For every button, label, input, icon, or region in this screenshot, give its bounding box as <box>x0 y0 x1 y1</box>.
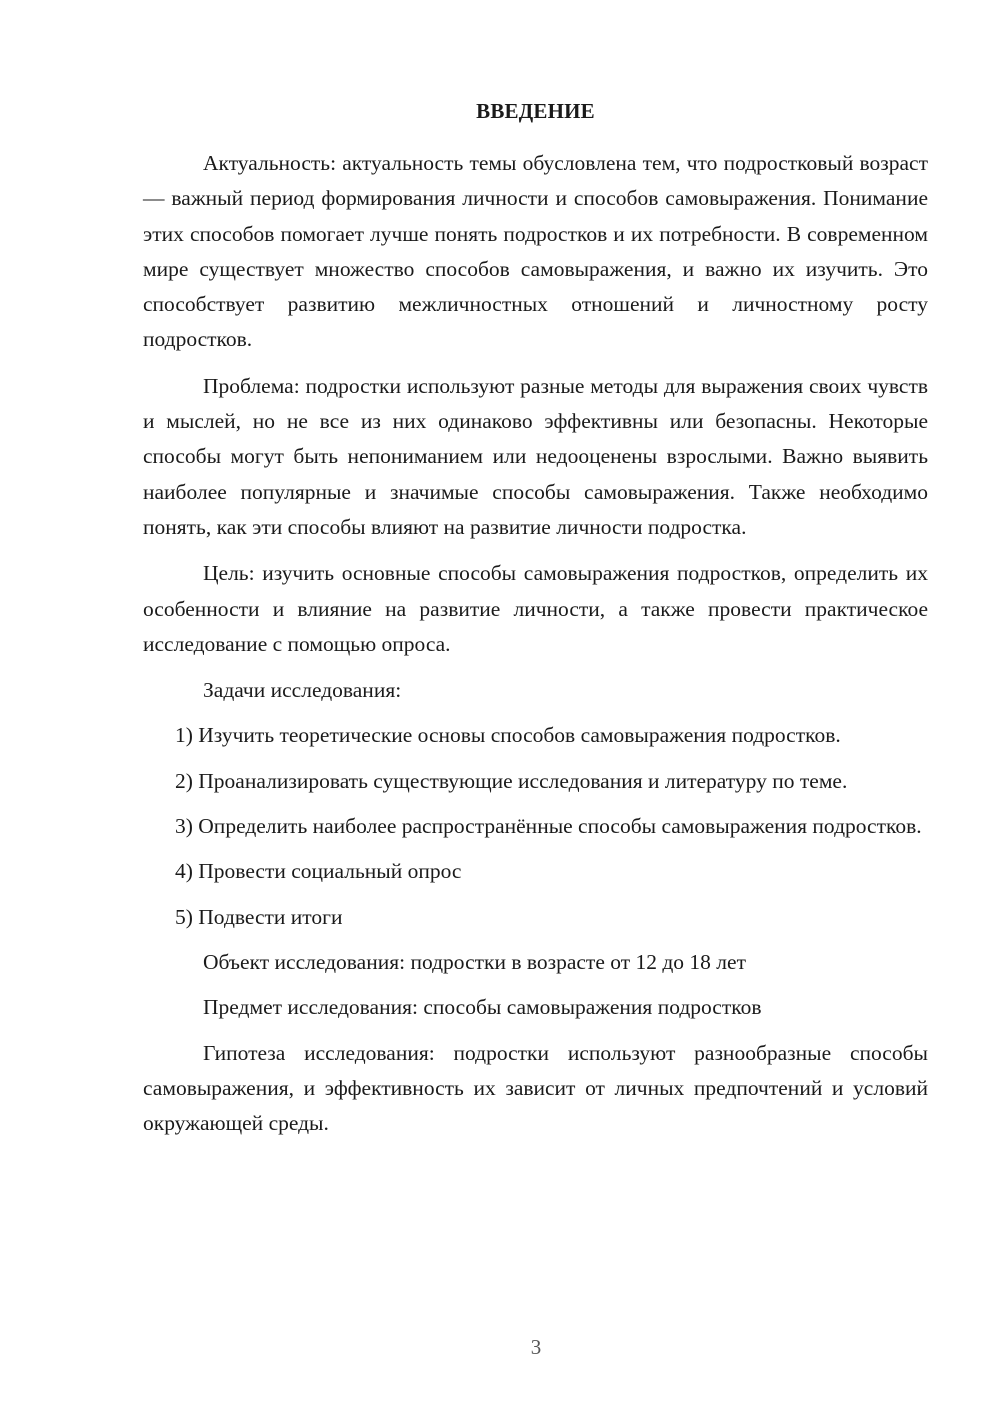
paragraph-subject: Предмет исследования: способы самовыражения подростков <box>203 995 762 1020</box>
tasks-heading: Задачи исследования: <box>203 678 402 703</box>
task-item-5: 5) Подвести итоги <box>175 904 343 929</box>
paragraph-object: Объект исследования: подростки в возрасте от 12 до 18 лет <box>203 949 746 974</box>
task-item-2: 2) Проанализировать существующие исследования и литературу по теме. <box>175 768 848 793</box>
paragraph-relevance: Актуальность: актуальность темы обусловлена тем, что подростковый возраст — важный период формирования личности и способов самовыражения. Понимание этих способов помогает лучше понять подростков и их потребности. В современном мире существует множество способов самовыражения, и важно их изучить. Это способствует развитию межличностных отношений и личностному росту подростков. <box>143 151 928 352</box>
document-page <box>143 96 928 1152</box>
task-item-3: 3) Определить наиболее распространённые способы самовыражения подростков. <box>175 814 922 839</box>
paragraph-hypothesis: Гипотеза исследования: подростки используют разнообразные способы самовыражения, и эффективность их зависит от личных предпочтений и условий окружающей среды. <box>143 1040 928 1136</box>
paragraph-problem: Проблема: подростки используют разные методы для выражения своих чувств и мыслей, но не все из них одинаково эффективны или безопасны. Некоторые способы могут быть непониманием или недооценены взрослыми. Важно выявить наиболее популярные и значимые способы самовыражения. Также необходимо понять, как эти способы влияют на развитие личности подростка. <box>143 373 928 539</box>
task-item-1: 1) Изучить теоретические основы способов самовыражения подростков. <box>175 723 841 748</box>
page-number: 3 <box>530 1335 542 1359</box>
page-title: ВВЕДЕНИЕ <box>476 99 595 123</box>
task-item-4: 4) Провести социальный опрос <box>175 859 462 884</box>
paragraph-goal: Цель: изучить основные способы самовыражения подростков, определить их особенности и влияние на развитие личности, а также провести практическое исследование с помощью опроса. <box>143 561 928 656</box>
